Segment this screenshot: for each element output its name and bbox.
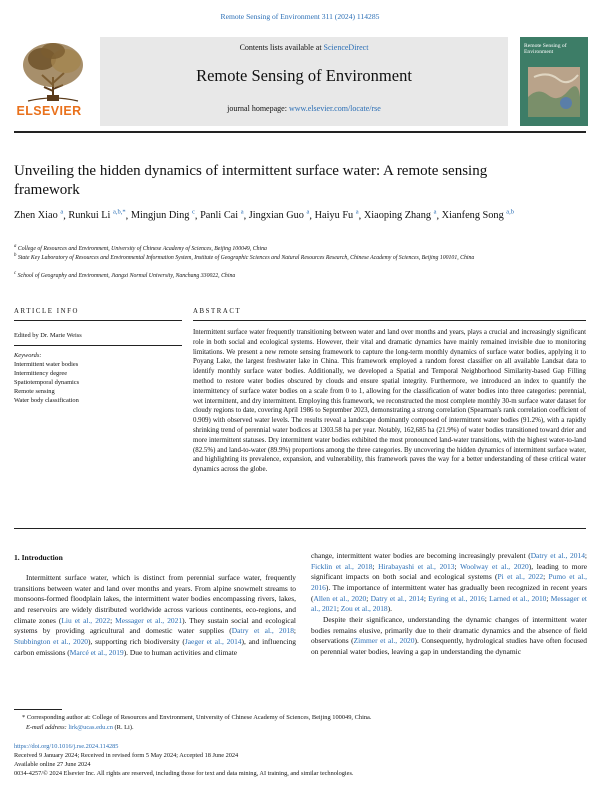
intro-text: ; <box>423 593 429 603</box>
intro-paragraph <box>311 615 587 658</box>
keyword: Intermittent water bodies <box>14 361 79 368</box>
affiliation: $^b$ State Key Laboratory of Resources and Environmental Information System, Institute of Geographic Sciences and Natural Resources Research, Chinese Academy of Sciences, Beijing 100101, China <box>14 253 475 261</box>
intro-text: ; <box>110 615 116 625</box>
intro-text: ). Consequently, hydrological studies have often focused on perennial water bodies, leaving a gap in understanding the dynamic <box>311 636 587 656</box>
citation-link[interactable]: Marcé et al., 2019 <box>69 647 124 657</box>
citation-link[interactable]: Messager et al., 2021 <box>311 593 587 614</box>
citation-link[interactable]: Zou et al., 2018 <box>340 604 388 614</box>
intro-text: ), leading to more significant impacts on both social and ecological systems ( <box>311 561 588 582</box>
abstract-text: Intermittent surface water frequently transitioning between water and land over months and years, plays a crucial and increasingly significant role in both social and ecological systems. However, their vital and dramatic dynamics have mainly remained invisible due to monitoring limitations. We present a new remote sensing framework to capture the long-term monthly dynamics of surface water bodies, applying it to Poyang Lake, the largest freshwater lake in China. This framework employed a random forest classifier on all available Landsat data to identify monthly surface water bodies. Additionally, we developed a Spatial and Temporal Neighborhood Similarity-based Gap Filling method to restore water bodies obscured by clouds and ensure spatial integrity. Furthermore, we introduced an index to quantify the intermittency of surface water bodies on a scale from 0 to 1, allowing for the classification of water bodies into three categories: perennial, wet intermittent, and dry intermittent. Employing this framework, we reconstructed the most complete monthly 30-m surface water dataset for cloudy regions to date, covering April 1986 to September 2023, demonstrating a strong correlation (Spearman's rank correlation coefficient of 0.909) with observed water levels. The results reveal a landscape dominantly composed of intermittent water bodies (91.2%), with a rapidly shrinking trend of perennial water bodices at 1303.58 ha per year. Notably, 162,685 ha (21.9%) of water bodies transitioned toward drier and more intermittent statuses. Dry intermittent water bodies exhibited the most pronounced land-water transitions, with the highest water-to-land (82.5%) and land-to-water (89.9%) proportions among the three categories. By uncovering the hidden dynamics of intermittent surface water, and highlighting its prevalence, expansion, and vulnerability, this framework paves the way for a better understanding of these critical water dynamics across the globe. <box>193 329 586 474</box>
author[interactable]: Jingxian Guo $^a$ <box>248 209 310 222</box>
copyright-line: 0034-4257/© 2024 Elsevier Inc. All rights are reserved, including those for text and data mining, AI training, and similar technologies. <box>14 770 354 777</box>
keyword: Remote sensing <box>14 388 55 395</box>
intro-text: ). The importance of intermittent water has gradually been recognized in recent years ( <box>311 582 587 603</box>
intro-text: ; <box>484 593 490 603</box>
online-date: Available online 27 June 2024 <box>14 761 91 768</box>
header-rule <box>14 131 586 133</box>
author-list: Zhen Xiao $^a$, Runkui Li $^{a,b,*}$, Mingjun Ding $^c$, Panli Cai $^a$, Jingxian Guo $^a$, Haiyu Fu $^a$, Xiaoping Zhang $^a$, Xianfeng Song $^{a,b}$ <box>14 209 515 222</box>
abstract-rule <box>193 320 586 321</box>
contents-line: Contents lists available at ScienceDirect <box>239 43 369 52</box>
citation-link[interactable]: Ficklin et al., 2018 <box>311 561 373 571</box>
keyword: Intermittency degree <box>14 370 68 377</box>
article-info-heading: ARTICLE INFO <box>14 308 80 315</box>
homepage-line: journal homepage: www.elsevier.com/locate/rse <box>227 104 381 113</box>
author[interactable]: Runkui Li $^{a,b,*}$ <box>68 209 126 222</box>
intro-text: ; <box>543 572 549 582</box>
citation-link[interactable]: Woolway et al., 2020 <box>460 561 529 571</box>
intro-text: ). They sustain social and ecological systems by providing agricultural and domestic water supplies ( <box>14 615 296 636</box>
intro-left-column <box>14 573 296 658</box>
doi-link[interactable]: https://doi.org/10.1016/j.rse.2024.114285 <box>14 743 119 750</box>
sciencedirect-link[interactable]: ScienceDirect <box>323 43 369 52</box>
abstract-heading: ABSTRACT <box>193 308 242 315</box>
intro-text: ), and influencing carbon emissions ( <box>14 636 297 657</box>
intro-text: ; <box>372 561 379 571</box>
citation-link[interactable]: Liu et al., 2022 <box>61 615 111 625</box>
intro-right-column <box>311 551 587 658</box>
journal-cover-thumbnail <box>520 37 588 126</box>
intro-text: ). <box>387 604 392 614</box>
email-link[interactable]: lirk@ucas.edu.cn <box>68 724 113 731</box>
journal-citation[interactable]: Remote Sensing of Environment 311 (2024) 114285 <box>220 12 380 21</box>
citation-link[interactable]: Datry et al., 2014 <box>370 593 424 603</box>
received-dates: Received 9 January 2024; Received in revised form 5 May 2024; Accepted 18 June 2024 <box>14 752 239 759</box>
affiliation: $^a$ College of Resources and Environment, University of Chinese Academy of Sciences, Beijing 100049, China <box>14 244 267 252</box>
cover-image <box>528 67 580 117</box>
cover-title: Remote Sensing of Environment <box>524 43 567 56</box>
author[interactable]: Haiyu Fu $^a$ <box>314 209 359 222</box>
intro-text: change, intermittent water bodies are becoming increasingly prevalent ( <box>311 551 531 560</box>
article-title: Unveiling the hidden dynamics of intermittent surface water: A remote sensing framework <box>14 163 488 199</box>
email-line: E-mail address: lirk@ucas.edu.cn (R. Li). <box>26 724 134 731</box>
intro-text: ; <box>454 561 461 571</box>
intro-text: ; <box>546 593 551 603</box>
section-heading-introduction: 1. Introduction <box>14 553 63 562</box>
footnote-rule <box>14 709 62 710</box>
citation-link[interactable]: Larned et al., 2010 <box>489 593 547 603</box>
intro-paragraph <box>311 551 587 615</box>
intro-text: Intermittent surface water, which is distinct from perennial surface water, frequently transitions between water and land over months and years. From alpine snowmelt streams to monsoons-formed floodplain lakes, the intermittent water bodies encompassing rivers, lakes, and reservoirs are widely distributed worldwide across various continents, eco-regions, and climate zones ( <box>14 573 296 625</box>
author[interactable]: Panli Cai $^a$ <box>200 209 244 222</box>
citation-link[interactable]: Datry et al., 2014 <box>530 551 585 560</box>
elsevier-wordmark: ELSEVIER <box>16 104 82 118</box>
citation-link[interactable]: Messager et al., 2021 <box>115 615 183 625</box>
abstract-bottom-rule <box>14 528 586 529</box>
keyword: Water body classification <box>14 397 79 404</box>
journal-title: Remote Sensing of Environment <box>196 66 412 85</box>
intro-text: ; <box>584 551 587 560</box>
intro-text: ; <box>293 626 296 636</box>
author[interactable]: Zhen Xiao $^a$ <box>14 209 64 222</box>
citation-link[interactable]: Eyring et al., 2016 <box>428 593 485 603</box>
citation-link[interactable]: Pi et al., 2022 <box>497 572 544 582</box>
citation-link[interactable]: Jaeger et al., 2014 <box>184 636 242 646</box>
citation-link[interactable]: Datry et al., 2018 <box>231 626 294 636</box>
affiliation: $^c$ School of Geography and Environment, Jiangxi Normal University, Nanchang 330022, China <box>14 271 236 279</box>
author[interactable]: Xianfeng Song $^{a,b}$ <box>441 209 515 222</box>
citation-link[interactable]: Pumo et al., 2016 <box>311 572 587 592</box>
citation-link[interactable]: Hirabayashi et al., 2013 <box>378 561 455 571</box>
intro-text: ), supporting rich biodiversity ( <box>88 636 185 646</box>
keywords-heading: Keywords: <box>14 352 42 359</box>
intro-paragraph <box>14 573 296 658</box>
intro-text: ). Due to human activities and climate <box>123 647 238 657</box>
corresponding-author-note: * Corresponding author at: College of Resources and Environment, University of Chinese Academy of Sciences, Beijing 100049, China. <box>22 714 372 721</box>
edited-by: Edited by Dr. Marie Weiss <box>14 332 82 339</box>
keywords-rule <box>14 345 182 346</box>
intro-text: Despite their significance, understanding the dynamic changes of intermittent water bodies remains elusive, primarily due to their dramatic dynamics and the absence of field observations ( <box>311 614 587 646</box>
citation-link[interactable]: Stubbington et al., 2020 <box>14 636 89 646</box>
keyword: Spatiotemporal dynamics <box>14 379 80 386</box>
citation-link[interactable]: Zimmer et al., 2020 <box>353 636 415 646</box>
citation-link[interactable]: Allen et al., 2020 <box>313 593 367 603</box>
author[interactable]: Xiaoping Zhang $^a$ <box>363 209 437 222</box>
article-info-rule <box>14 320 182 321</box>
intro-text: ; <box>336 604 341 614</box>
author[interactable]: Mingjun Ding $^c$ <box>130 209 195 222</box>
homepage-link[interactable]: www.elsevier.com/locate/rse <box>288 104 381 113</box>
intro-text: ; <box>366 593 371 603</box>
